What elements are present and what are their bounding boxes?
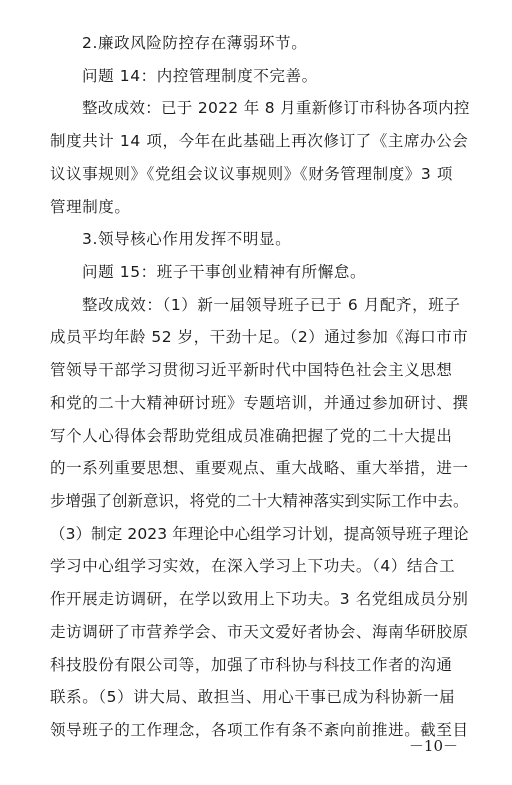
- paragraph-line: 联系。（5）讲大局、敢担当、用心干事已成为科协新一届: [50, 688, 456, 707]
- paragraph-line: 领导班子的工作理念，各项工作有条不紊向前推进。截至目: [50, 721, 469, 739]
- paragraph-line: 写个人心得体会帮助党组成员准确把握了党的二十大提出: [50, 426, 453, 445]
- paragraph-line: 管理制度。: [50, 197, 131, 216]
- paragraph-line: 科技股份有限公司等，加强了市科协与科技工作者的沟通: [50, 655, 453, 674]
- issue-14-title: 问题 14：内控管理制度不完善。: [82, 66, 318, 85]
- section-heading-2: 2.廉政风险防控存在薄弱环节。: [82, 34, 308, 52]
- paragraph-line: 走访调研了市营养学会、市天文爱好者协会、海南华研胶原: [50, 622, 469, 641]
- paragraph-line: 制度共计 14 项，今年在此基础上再次修订了《主席办公会: [50, 132, 469, 151]
- paragraph-line: 议议事规则》《党组会议议事规则》《财务管理制度》3 项: [50, 164, 453, 183]
- paragraph-line: 作开展走访调研，在学以致用上下功夫。3 名党组成员分别: [50, 590, 469, 609]
- paragraph-line: 整改成效：（1）新一届领导班子已于 6 月配齐，班子: [82, 295, 461, 314]
- paragraph-line: 学习中心组学习实效，在深入学习上下功夫。（4）结合工: [50, 557, 456, 576]
- paragraph-line: （3）制定 2023 年理论中心组学习计划，提高领导班子理论: [50, 524, 469, 543]
- page-number: －10－: [408, 737, 458, 755]
- paragraph-line: 和党的二十大精神研讨班》专题培训，并通过参加研讨、撰: [50, 393, 469, 412]
- paragraph-line: 整改成效：已于 2022 年 8 月重新修订市科协各项内控: [82, 99, 470, 118]
- issue-15-title: 问题 15：班子干事创业精神有所懈怠。: [82, 263, 367, 281]
- paragraph-line: 的一系列重要思想、重要观点、重大战略、重大举措，进一: [50, 459, 469, 478]
- paragraph-line: 成员平均年龄 52 岁，干劲十足。（2）通过参加《海口市市: [50, 328, 469, 347]
- paragraph-line: 步增强了创新意识，将党的二十大精神落实到实际工作中去。: [50, 492, 469, 510]
- paragraph-line: 管领导干部学习贯彻习近平新时代中国特色社会主义思想: [50, 361, 453, 380]
- section-heading-3: 3.领导核心作用发挥不明显。: [82, 230, 292, 249]
